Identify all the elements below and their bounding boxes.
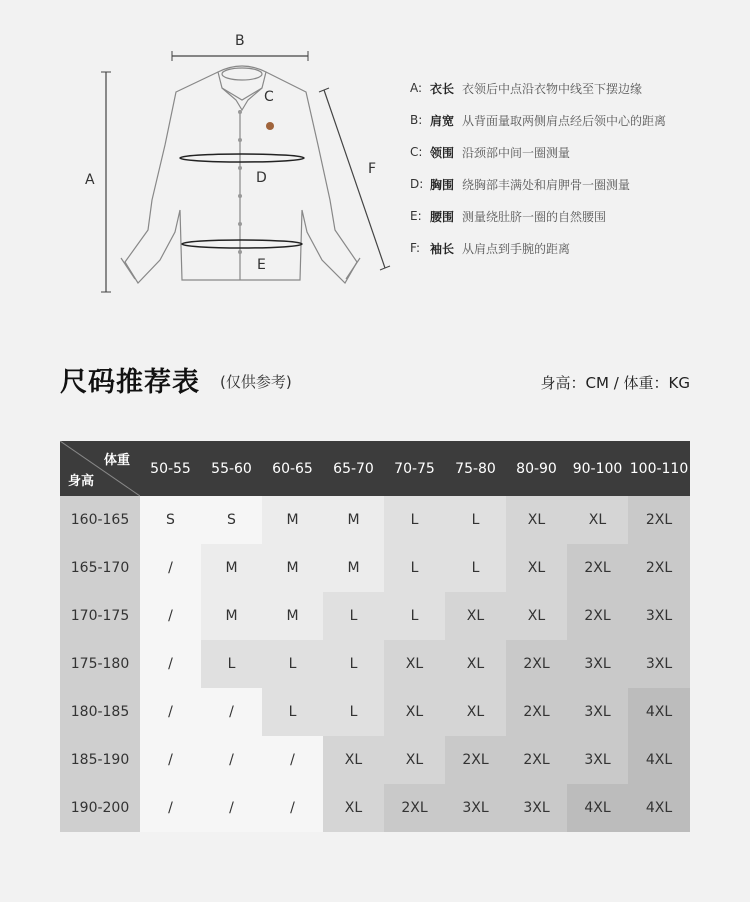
size-cell: M [262, 496, 323, 544]
size-cell: XL [506, 544, 567, 592]
weight-column-header: 75-80 [445, 441, 506, 496]
size-cell: M [262, 544, 323, 592]
table-row [60, 544, 690, 592]
size-cell: XL [384, 736, 445, 784]
height-row-header: 180-185 [60, 688, 140, 736]
size-cell: M [201, 592, 262, 640]
size-cell: XL [384, 640, 445, 688]
size-cell: 2XL [628, 496, 690, 544]
size-cell: XL [445, 640, 506, 688]
size-cell: S [140, 496, 201, 544]
size-cell: 3XL [567, 640, 628, 688]
size-cell: L [384, 496, 445, 544]
weight-column-header: 65-70 [323, 441, 384, 496]
measurement-legend [410, 72, 740, 264]
table-row [60, 592, 690, 640]
measurement-item: C: 领围 沿颈部中间一圈测量 [410, 145, 571, 160]
measurement-item: B: 肩宽 从背面量取两侧肩点经后领中心的距离 [410, 113, 667, 128]
size-cell: / [201, 736, 262, 784]
size-cell: L [445, 544, 506, 592]
height-axis-label: 身高 [68, 474, 95, 489]
size-cell: XL [384, 688, 445, 736]
size-cell: / [140, 688, 201, 736]
size-cell: XL [323, 784, 384, 832]
title-note: (仅供参考) [220, 373, 292, 391]
height-row-header: 170-175 [60, 592, 140, 640]
size-cell: 4XL [628, 736, 690, 784]
measurement-item: E: 腰围 测量绕肚脐一圈的自然腰围 [410, 209, 607, 224]
size-cell: / [201, 784, 262, 832]
size-cell: XL [445, 592, 506, 640]
height-row-header: 185-190 [60, 736, 140, 784]
weight-column-header: 90-100 [567, 441, 628, 496]
label-d: D [256, 170, 267, 186]
table-row [60, 688, 690, 736]
size-cell: / [262, 784, 323, 832]
size-cell: 2XL [506, 736, 567, 784]
size-cell: XL [506, 496, 567, 544]
weight-column-header: 55-60 [201, 441, 262, 496]
weight-axis-label: 体重 [103, 453, 130, 468]
weight-column-header: 60-65 [262, 441, 323, 496]
size-cell: 3XL [506, 784, 567, 832]
size-cell: L [262, 688, 323, 736]
size-cell: L [262, 640, 323, 688]
weight-column-header: 80-90 [506, 441, 567, 496]
size-cell: 2XL [506, 688, 567, 736]
size-cell: / [140, 544, 201, 592]
size-cell: M [262, 592, 323, 640]
size-cell: L [323, 592, 384, 640]
size-cell: 2XL [628, 544, 690, 592]
table-header-row [60, 441, 690, 496]
size-cell: 4XL [567, 784, 628, 832]
size-cell: 3XL [628, 640, 690, 688]
weight-column-header: 50-55 [140, 441, 201, 496]
size-cell: 2XL [567, 592, 628, 640]
height-row-header: 165-170 [60, 544, 140, 592]
size-cell: L [445, 496, 506, 544]
size-cell: L [384, 544, 445, 592]
height-row-header: 175-180 [60, 640, 140, 688]
size-cell: M [201, 544, 262, 592]
size-cell: 2XL [384, 784, 445, 832]
size-cell: 2XL [506, 640, 567, 688]
size-cell: 3XL [628, 592, 690, 640]
size-cell: / [140, 736, 201, 784]
label-c: C [264, 89, 274, 105]
size-cell: XL [445, 688, 506, 736]
measurement-item: F: 袖长 从肩点到手腕的距离 [410, 241, 571, 256]
size-cell: XL [506, 592, 567, 640]
label-f: F [368, 161, 377, 177]
table-row [60, 640, 690, 688]
table-row [60, 784, 690, 832]
size-cell: M [323, 496, 384, 544]
weight-column-header: 70-75 [384, 441, 445, 496]
table-corner-cell [60, 441, 140, 496]
size-cell: 4XL [628, 784, 690, 832]
label-a: A [85, 172, 95, 188]
label-e: E [257, 257, 266, 273]
size-cell: / [140, 640, 201, 688]
measurement-item: D: 胸围 绕胸部丰满处和肩胛骨一圈测量 [410, 177, 631, 192]
size-cell: 2XL [567, 544, 628, 592]
size-cell: 2XL [445, 736, 506, 784]
size-cell: L [323, 688, 384, 736]
size-cell: XL [567, 496, 628, 544]
unit-note: 身高：CM / 体重：KG [540, 374, 690, 392]
size-cell: 4XL [628, 688, 690, 736]
size-cell: S [201, 496, 262, 544]
size-recommendation-table [60, 441, 690, 832]
size-cell: M [323, 544, 384, 592]
height-row-header: 160-165 [60, 496, 140, 544]
page-title: 尺码推荐表 [60, 367, 200, 398]
size-cell: / [262, 736, 323, 784]
weight-column-header: 100-110 [628, 441, 690, 496]
size-cell: 3XL [567, 688, 628, 736]
size-cell: XL [323, 736, 384, 784]
size-cell: / [201, 688, 262, 736]
size-cell: / [140, 784, 201, 832]
table-row [60, 736, 690, 784]
table-row [60, 496, 690, 544]
logo-icon [266, 122, 274, 130]
size-chart-header [60, 360, 690, 400]
label-b: B [235, 33, 245, 49]
size-cell: / [140, 592, 201, 640]
height-row-header: 190-200 [60, 784, 140, 832]
size-cell: 3XL [567, 736, 628, 784]
measurement-item: A: 衣长 衣领后中点沿衣物中线至下摆边缘 [410, 81, 643, 96]
size-cell: L [323, 640, 384, 688]
size-cell: L [201, 640, 262, 688]
size-cell: L [384, 592, 445, 640]
size-cell: 3XL [445, 784, 506, 832]
